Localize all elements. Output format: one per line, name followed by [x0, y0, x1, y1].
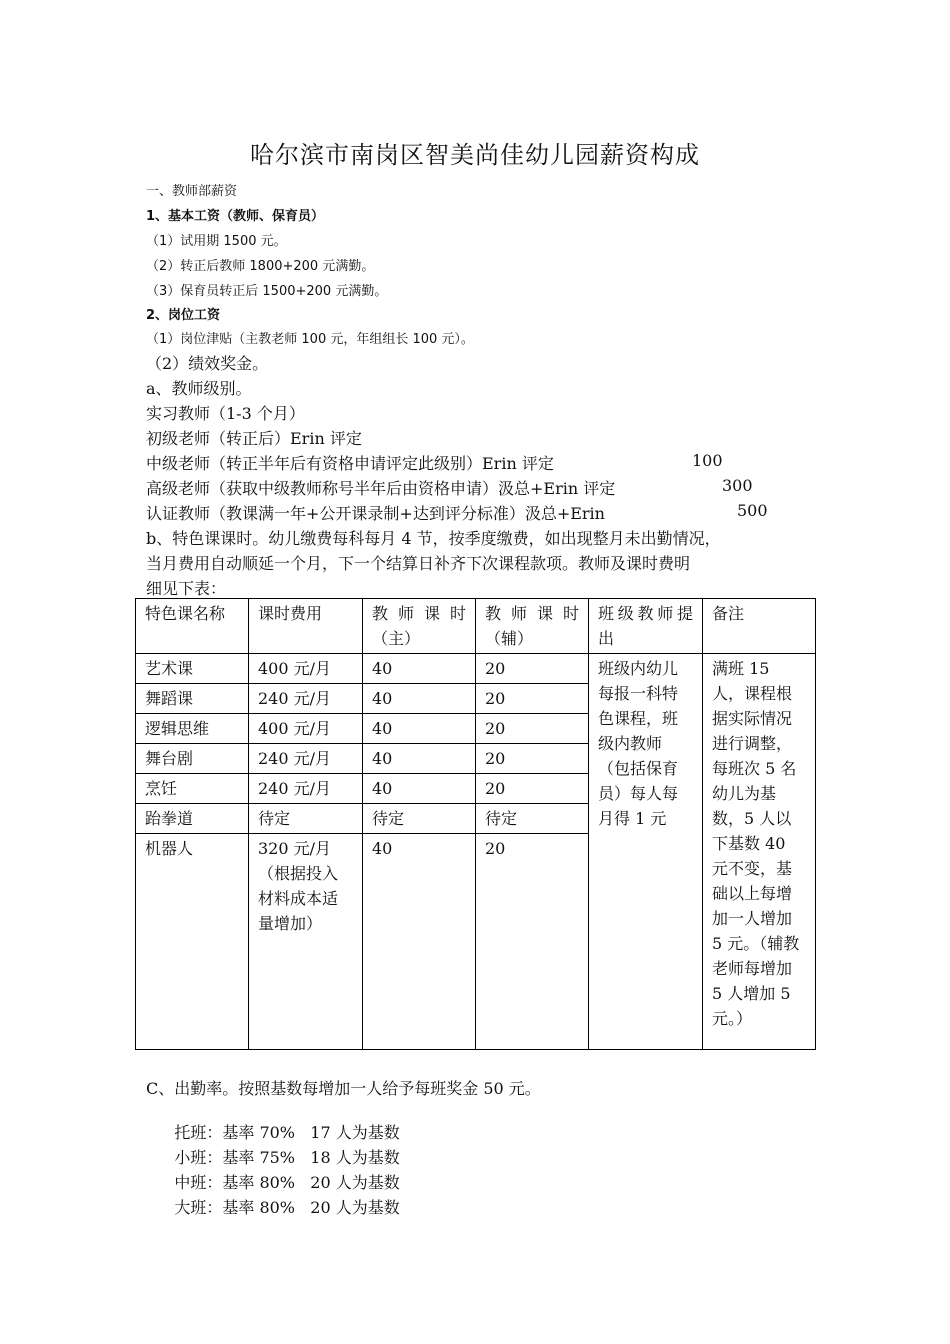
post-salary-heading: 2、岗位工资 [146, 308, 221, 323]
special-course-line-2: 当月费用自动顺延一个月，下一个结算日补齐下次课程款项。教师及课时费明 [146, 554, 691, 573]
attendance-base: 18 人为基数 [310, 1148, 400, 1167]
attendance-rate: 基率 80% [222, 1173, 296, 1192]
level-middle: 中级老师（转正半年后有资格申请评定此级别）Erin 评定 [146, 454, 554, 473]
class-teacher-note: 班级内幼儿每报一科特色课程，班级内教师（包括保育员）每人每月得 1 元 [589, 654, 703, 1050]
course-assist-hours: 20 [476, 774, 589, 804]
course-name: 逻辑思维 [136, 714, 249, 744]
attendance-base: 20 人为基数 [310, 1198, 400, 1217]
level-certified: 认证教师（教课满一年+公开课录制+达到评分标准）汲总+Erin [146, 504, 605, 523]
attendance-base: 20 人为基数 [310, 1173, 400, 1192]
special-course-line-1: b、特色课课时。幼儿缴费每科每月 4 节，按季度缴费，如出现整月未出勤情况， [146, 529, 721, 548]
course-main-hours: 40 [363, 744, 476, 774]
course-main-hours: 40 [363, 714, 476, 744]
header-class-teacher: 班级教师提出 [589, 599, 703, 654]
attendance-rate: 基率 70% [222, 1123, 296, 1142]
course-fee: 400 元/月 [249, 654, 363, 684]
basic-salary-heading: 1、基本工资（教师、保育员） [146, 209, 325, 224]
level-intern: 实习教师（1-3 个月） [146, 404, 305, 423]
course-main-hours: 40 [363, 684, 476, 714]
course-main-hours: 40 [363, 774, 476, 804]
basic-item-2: （2）转正后教师 1800+200 元满勤。 [146, 259, 375, 274]
course-name: 跆拳道 [136, 804, 249, 834]
course-name: 机器人 [136, 834, 249, 1050]
header-fee: 课时费用 [249, 599, 363, 654]
course-fee-table [135, 598, 816, 1050]
course-fee: 240 元/月 [249, 684, 363, 714]
special-course-line-3: 细见下表： [146, 579, 227, 598]
post-item-1: （1）岗位津贴（主教老师 100 元，年组组长 100 元）。 [146, 332, 474, 347]
attendance-class: 托班： [174, 1123, 223, 1142]
attendance-base: 17 人为基数 [310, 1123, 400, 1142]
table-header-row [136, 599, 816, 654]
basic-item-1: （1）试用期 1500 元。 [146, 234, 287, 249]
course-assist-hours: 20 [476, 744, 589, 774]
attendance-rate: 基率 75% [222, 1148, 296, 1167]
course-fee: 320 元/月（根据投入材料成本适量增加） [249, 834, 363, 1050]
header-assist-hours: 教师课时（辅） [476, 599, 589, 654]
course-name: 烹饪 [136, 774, 249, 804]
course-assist-hours: 20 [476, 684, 589, 714]
level-junior: 初级老师（转正后）Erin 评定 [146, 429, 362, 448]
attendance-class: 小班： [174, 1148, 223, 1167]
course-main-hours: 40 [363, 834, 476, 1050]
level-certified-amount: 500 [737, 501, 768, 520]
levels-heading: a、教师级别。 [146, 379, 252, 398]
attendance-class: 大班： [174, 1198, 223, 1217]
table-row [136, 654, 816, 684]
header-remark: 备注 [703, 599, 816, 654]
basic-item-3: （3）保育员转正后 1500+200 元满勤。 [146, 284, 388, 299]
post-item-2: （2）绩效奖金。 [146, 354, 269, 373]
remark-note: 满班 15 人，课程根据实际情况进行调整，每班次 5 名幼儿为基数，5 人以下基数 40 元不变，基础以上每增加一人增加 5 元。（辅教老师每增加 5 人增加 5 元。） [703, 654, 816, 1050]
course-fee: 240 元/月 [249, 744, 363, 774]
course-assist-hours: 20 [476, 714, 589, 744]
section-heading-teachers: 一、教师部薪资 [146, 184, 238, 199]
course-fee: 240 元/月 [249, 774, 363, 804]
header-course-name: 特色课名称 [136, 599, 249, 654]
document-title: 哈尔滨市南岗区智美尚佳幼儿园薪资构成 [250, 141, 700, 169]
course-main-hours: 待定 [363, 804, 476, 834]
course-fee: 400 元/月 [249, 714, 363, 744]
header-main-hours: 教师课时（主） [363, 599, 476, 654]
course-fee: 待定 [249, 804, 363, 834]
course-name: 舞蹈课 [136, 684, 249, 714]
attendance-row [154, 1176, 400, 1237]
course-name: 艺术课 [136, 654, 249, 684]
level-senior: 高级老师（获取中级教师称号半年后由资格申请）汲总+Erin 评定 [146, 479, 616, 498]
course-main-hours: 40 [363, 654, 476, 684]
attendance-rate: 基率 80% [222, 1198, 296, 1217]
attendance-class: 中班： [174, 1173, 223, 1192]
course-name: 舞台剧 [136, 744, 249, 774]
course-assist-hours: 待定 [476, 804, 589, 834]
level-senior-amount: 300 [722, 476, 753, 495]
course-assist-hours: 20 [476, 654, 589, 684]
level-middle-amount: 100 [692, 451, 723, 470]
course-assist-hours: 20 [476, 834, 589, 1050]
attendance-heading: C、出勤率。按照基数每增加一人给予每班奖金 50 元。 [146, 1079, 541, 1098]
